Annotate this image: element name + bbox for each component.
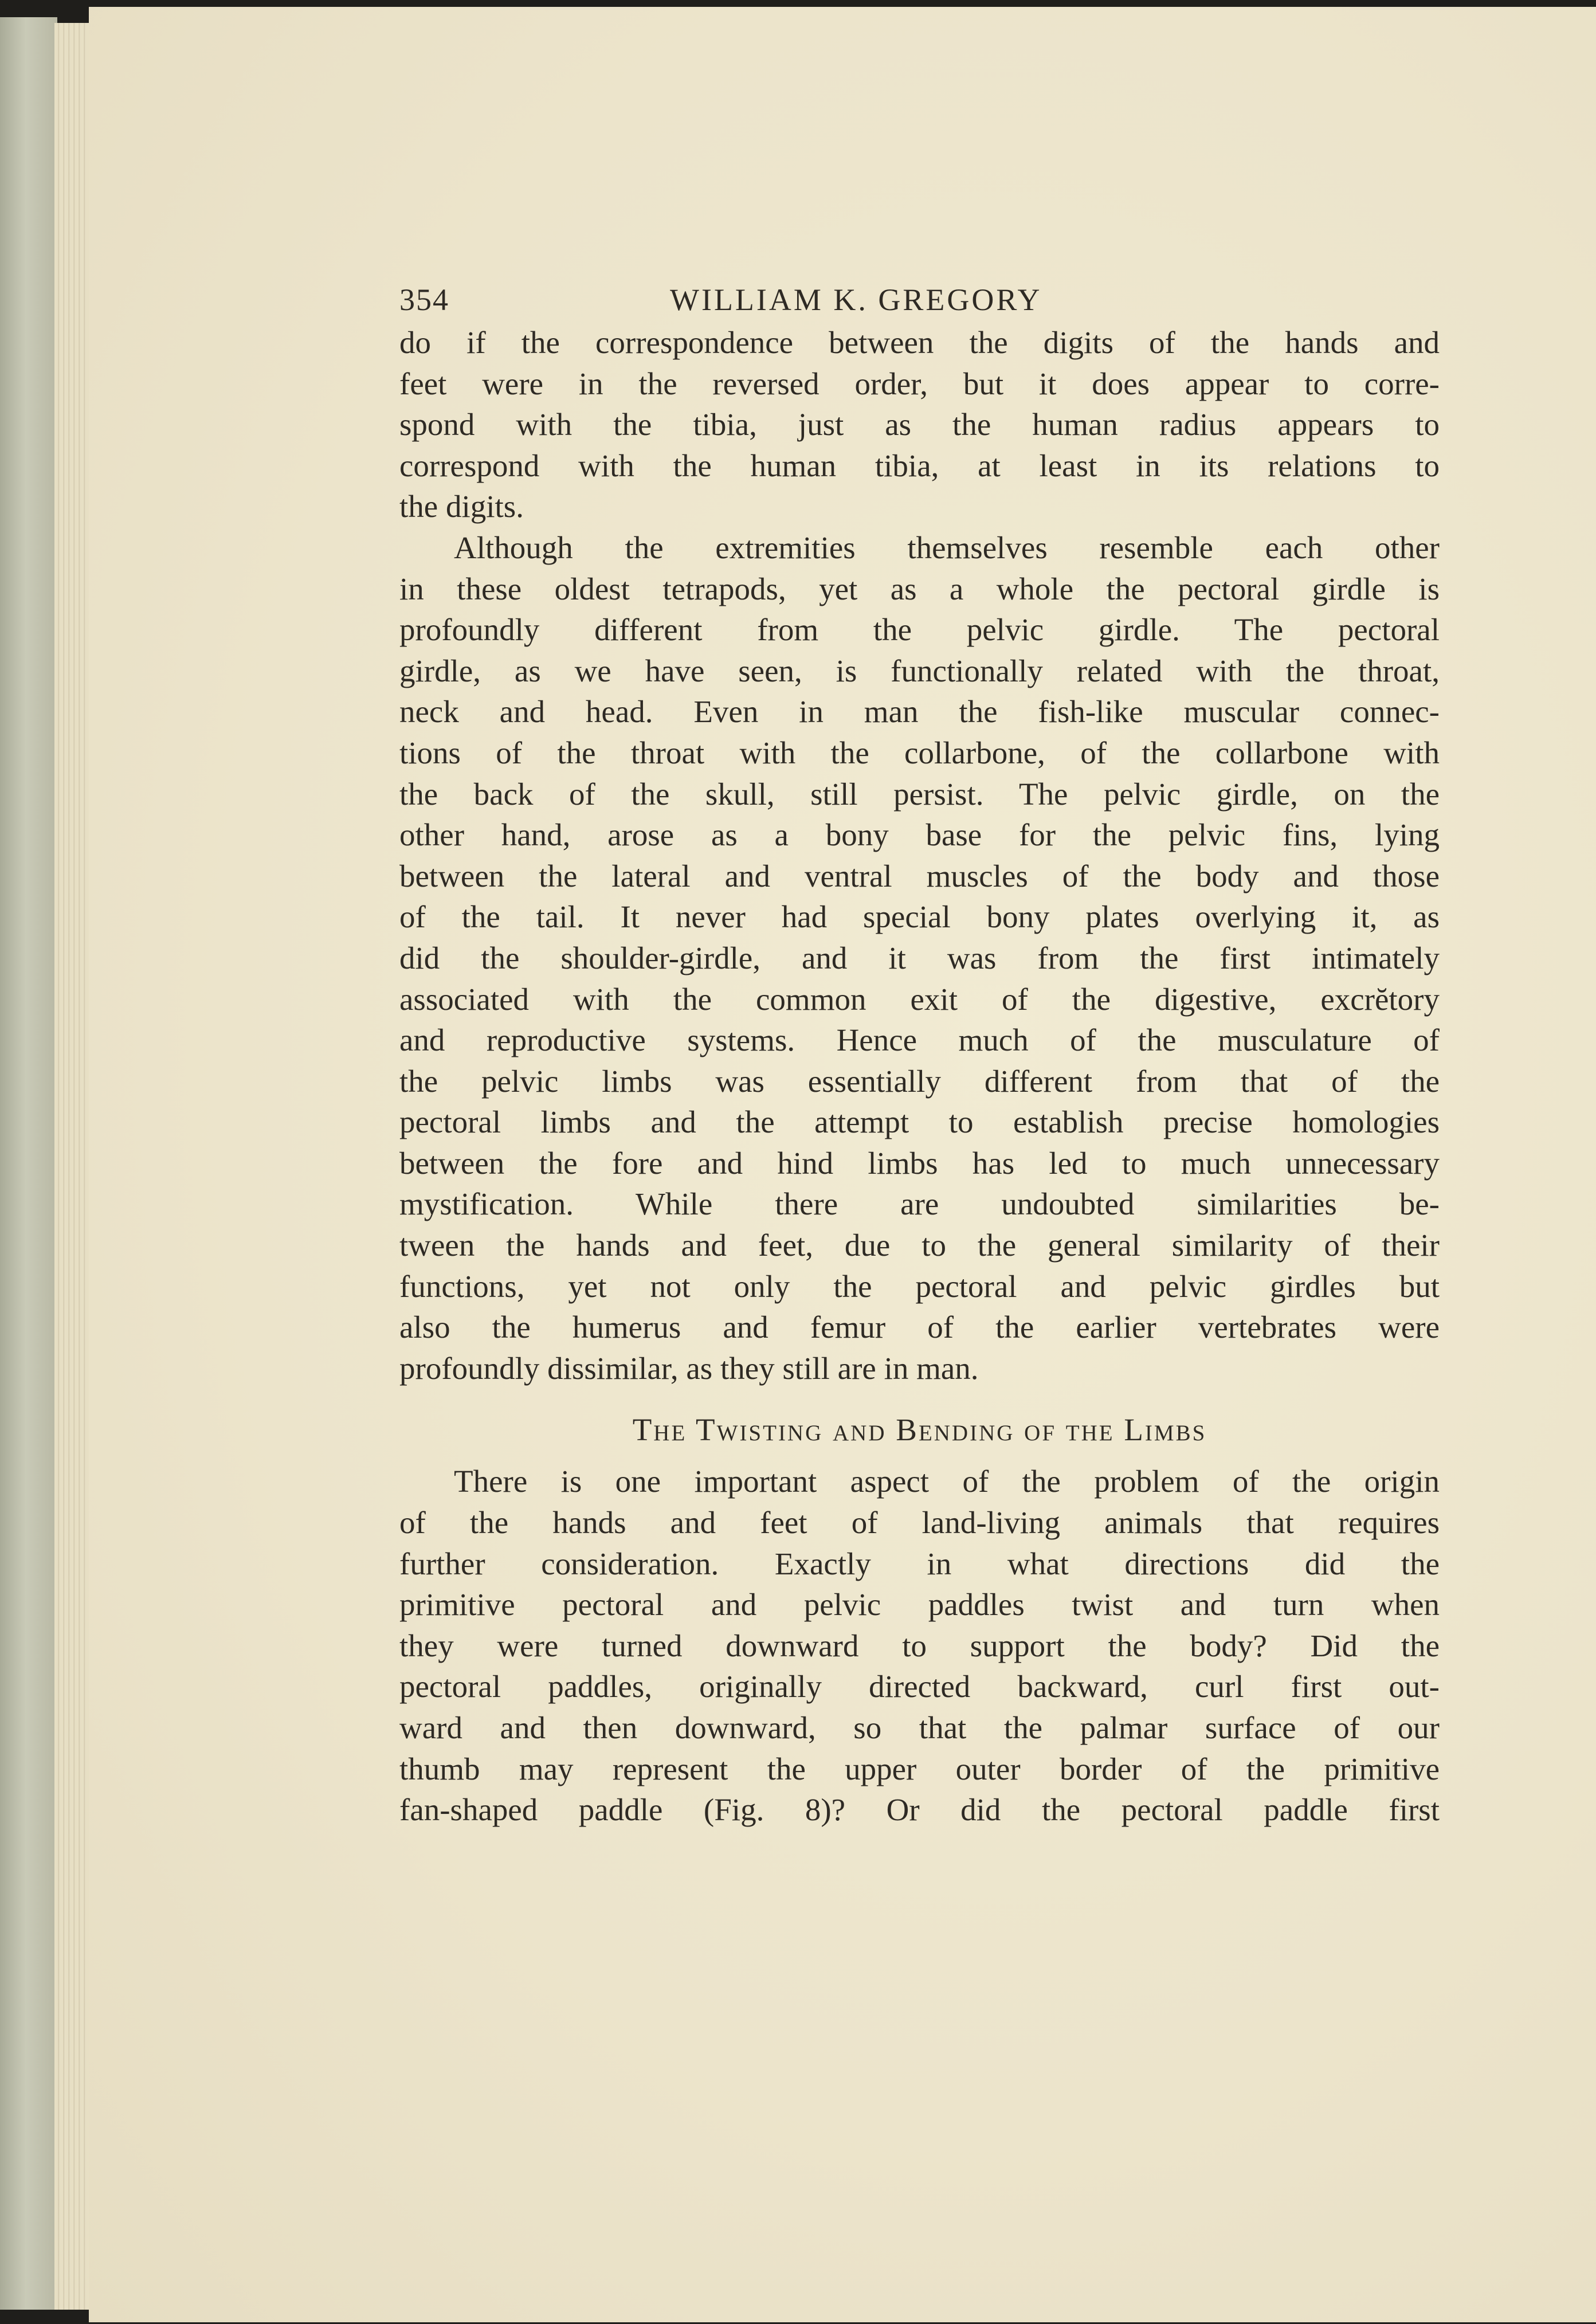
text-line: further consideration. Exactly in what directions did the [399, 1546, 1440, 1581]
text-line: in these oldest tetrapods, yet as a whole the pectoral girdle is [399, 571, 1440, 606]
section-heading: The Twisting and Bending of the Limbs [632, 1412, 1207, 1448]
text-line: Although the extremities themselves resemble each other [454, 530, 1440, 565]
text-line: There is one important aspect of the problem of the origin [454, 1464, 1440, 1499]
text-line: they were turned downward to support the body? Did the [399, 1628, 1440, 1663]
page-number: 354 [399, 283, 449, 317]
text-line: functions, yet not only the pectoral and pelvic girdles but [399, 1268, 1440, 1304]
text-line: and reproductive systems. Hence much of the musculature of [399, 1022, 1440, 1058]
running-head [399, 276, 1440, 322]
text-line: correspond with the human tibia, at least in its relations to [399, 448, 1440, 483]
text-line: mystification. While there are undoubted similarities be- [399, 1186, 1440, 1222]
paragraph-3 [399, 1461, 1440, 1830]
text-line: the pelvic limbs was essentially different from that of the [399, 1063, 1440, 1099]
text-line: pectoral paddles, originally directed backward, curl first out- [399, 1669, 1440, 1704]
text-line: girdle, as we have seen, is functionally related with the throat, [399, 653, 1440, 688]
text-line: spond with the tibia, just as the human radius appears to [399, 407, 1440, 442]
book-cover-edge [0, 17, 57, 2310]
text-line: between the lateral and ventral muscles of the body and those [399, 858, 1440, 893]
text-line: tions of the throat with the collarbone, of the collarbone with [399, 735, 1440, 770]
text-line: profoundly dissimilar, as they still are in man. [399, 1350, 979, 1386]
text-line: pectoral limbs and the attempt to establish precise homologies [399, 1104, 1440, 1140]
text-line: neck and head. Even in man the fish-like muscular connec- [399, 694, 1440, 730]
text-line: do if the correspondence between the digits of the hands and [399, 325, 1440, 360]
text-line: associated with the common exit of the digestive, excrĕtory [399, 981, 1440, 1017]
text-line: other hand, arose as a bony base for the pelvic fins, lying [399, 817, 1440, 853]
text-line: the digits. [399, 489, 524, 524]
text-block [399, 276, 1440, 1831]
text-line: between the fore and hind limbs has led to much unnecessary [399, 1145, 1440, 1181]
book-page [89, 7, 1596, 2322]
paragraph-1 [399, 322, 1440, 527]
text-line: of the tail. It never had special bony plates overlying it, as [399, 899, 1440, 935]
paragraph-2 [399, 527, 1440, 1389]
text-line: primitive pectoral and pelvic paddles twist and turn when [399, 1587, 1440, 1623]
text-line: did the shoulder-girdle, and it was from the first intimately [399, 940, 1440, 975]
text-line: profoundly different from the pelvic girdle. The pectoral [399, 612, 1440, 648]
text-line: fan-shaped paddle (Fig. 8)? Or did the pectoral paddle first [399, 1792, 1440, 1828]
text-line: ward and then downward, so that the palmar surface of our [399, 1710, 1440, 1745]
text-line: the back of the skull, still persist. The pelvic girdle, on the [399, 776, 1440, 812]
text-line: also the humerus and femur of the earlier vertebrates were [399, 1310, 1440, 1345]
text-line: feet were in the reversed order, but it does appear to corre- [399, 366, 1440, 401]
text-line: tween the hands and feet, due to the general similarity of their [399, 1228, 1440, 1263]
text-line: of the hands and feet of land-living animals that requires [399, 1505, 1440, 1541]
text-line: thumb may represent the upper outer border of the primitive [399, 1751, 1440, 1786]
running-head-author: WILLIAM K. GREGORY [670, 283, 1042, 317]
